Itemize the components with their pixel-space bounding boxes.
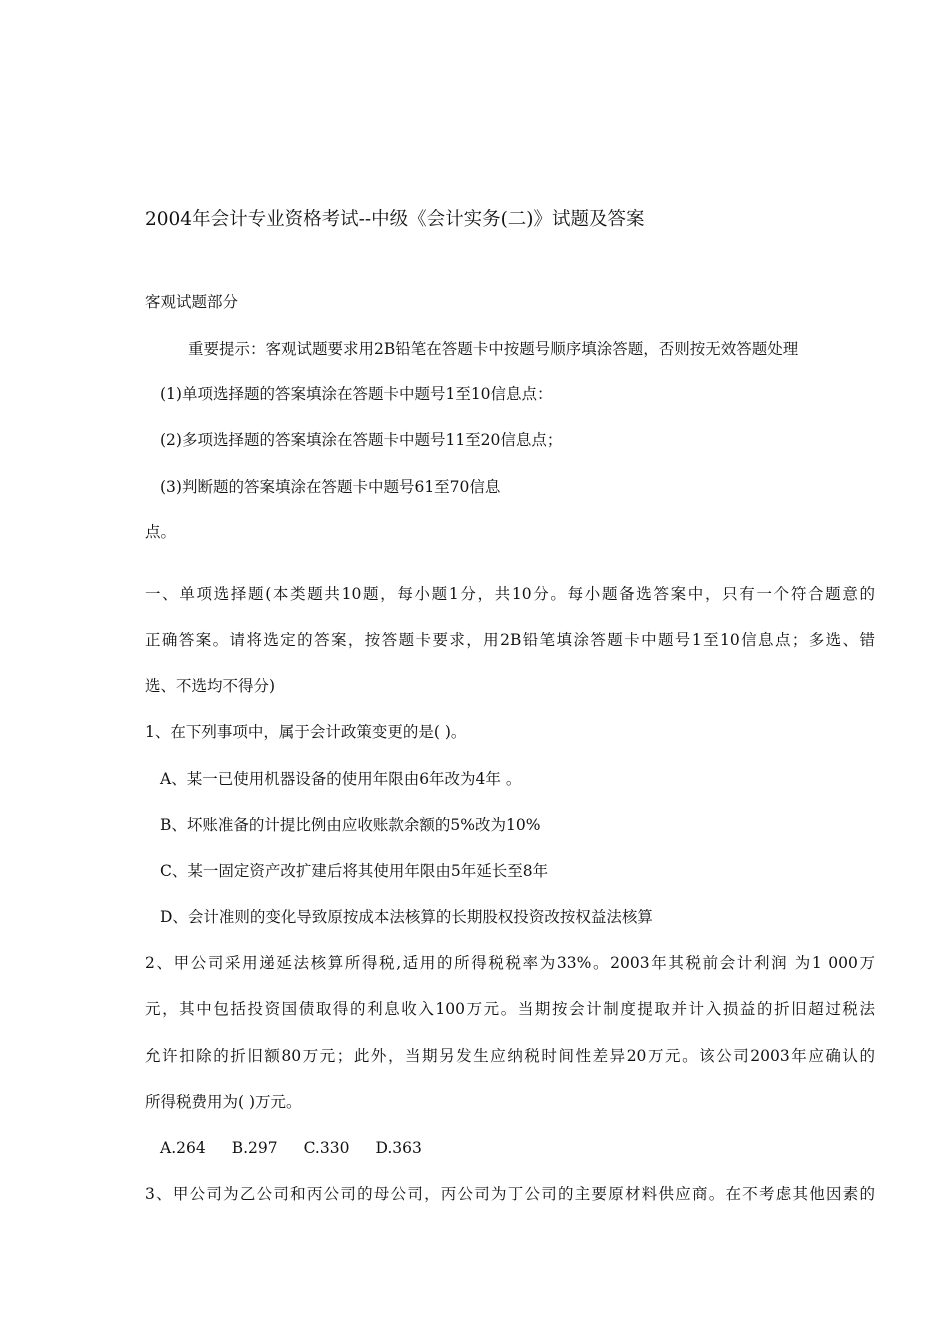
question-2-line-2: 元，其中包括投资国债取得的利息收入100万元。当期按会计制度提取并计入损益的折旧超过税法 (145, 1000, 875, 1018)
question-1-option-b: B、坏账准备的计提比例由应收账款余额的5%改为10% (160, 816, 541, 834)
question-2-option-d: D.363 (375, 1139, 422, 1157)
question-2-line-1: 2、甲公司采用递延法核算所得税,适用的所得税税率为33%。2003年其税前会计利润 为1 000万 (145, 954, 875, 972)
part1-instruction-line-1: 一、单项选择题(本类题共10题，每小题1分，共10分。每小题备选答案中，只有一个符合题意的 (145, 585, 875, 603)
section-heading: 客观试题部分 (145, 293, 239, 311)
document-title: 2004年会计专业资格考试--中级《会计实务(二)》试题及答案 (145, 209, 645, 230)
question-1-option-c: C、某一固定资产改扩建后将其使用年限由5年延长至8年 (160, 862, 549, 880)
question-2-options (160, 1138, 448, 1158)
question-1-option-a: A、某一已使用机器设备的使用年限由6年改为4年 。 (160, 770, 522, 788)
question-1-option-d: D、会计准则的变化导致原按成本法核算的长期股权投资改按权益法核算 (160, 908, 653, 926)
question-1-stem: 1、在下列事项中，属于会计政策变更的是( )。 (145, 723, 467, 741)
part1-instruction-line-3: 选、不选均不得分) (145, 677, 276, 695)
question-2-option-b: B.297 (231, 1139, 278, 1157)
question-2-option-c: C.330 (303, 1139, 350, 1157)
rule-1: (1)单项选择题的答案填涂在答题卡中题号1至10信息点： (160, 385, 553, 403)
notice-text: 重要提示：客观试题要求用2B铅笔在答题卡中按题号顺序填涂答题，否则按无效答题处理 (188, 340, 799, 358)
question-2-option-a: A.264 (160, 1139, 206, 1157)
question-2-line-3: 允许扣除的折旧额80万元；此外，当期另发生应纳税时间性差异20万元。该公司2003年应确认的 (145, 1047, 875, 1065)
rule-3: (3)判断题的答案填涂在答题卡中题号61至70信息 (160, 478, 501, 496)
question-3-line-1: 3、甲公司为乙公司和丙公司的母公司，丙公司为丁公司的主要原材料供应商。在不考虑其他因素的 (145, 1185, 875, 1203)
rule-3-tail: 点。 (145, 523, 177, 541)
question-2-line-4: 所得税费用为( )万元。 (145, 1093, 302, 1111)
part1-instruction-line-2: 正确答案。请将选定的答案，按答题卡要求，用2B铅笔填涂答题卡中题号1至10信息点；多选、错 (145, 631, 875, 649)
rule-2: (2)多项选择题的答案填涂在答题卡中题号11至20信息点； (160, 431, 563, 449)
